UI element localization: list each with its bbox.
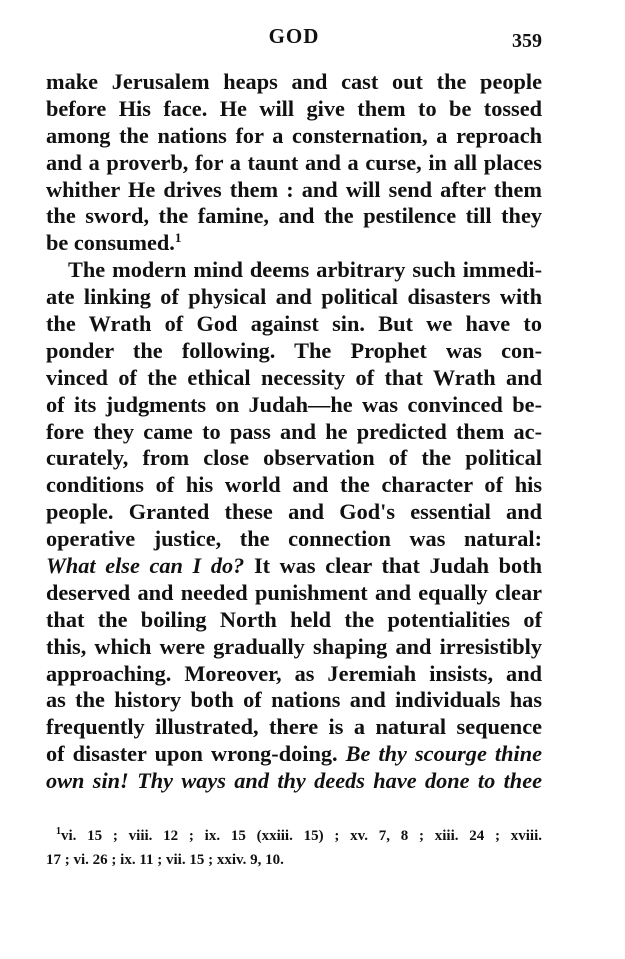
italic-quote-line: own sin! Thy ways and thy deeds have done to thee [46, 768, 542, 794]
italic-quote: What else can I do? [46, 553, 245, 579]
footnote-mark: 1 [56, 826, 61, 837]
text-line [46, 553, 542, 580]
text-line: of its judgments on Judah—he was convinced be- [46, 391, 542, 417]
footnote-text: vi. 15 ; viii. 12 ; ix. 15 (xxiii. 15) ; xv. 7, 8 ; xiii. 24 ; xviii. [61, 828, 542, 844]
text-line-content: be consumed. [46, 230, 175, 256]
footnote-line: 17 ; vi. 26 ; ix. 11 ; vii. 15 ; xxiv. 9, 10. [46, 852, 284, 868]
text-line: and a proverb, for a taunt and a curse, in all places [46, 149, 542, 175]
footnote-line [46, 824, 542, 848]
text-line: conditions of his world and the character of his [46, 472, 542, 498]
text-line: ate linking of physical and political disasters with [46, 284, 542, 310]
page-number: 359 [512, 30, 542, 52]
text-line: vinced of the ethical necessity of that Wrath and [46, 364, 542, 390]
italic-quote: Be thy scourge thine [345, 741, 542, 767]
text-line: approaching. Moreover, as Jeremiah insists, and [46, 660, 542, 686]
text-line: whither He drives them : and will send after them [46, 176, 542, 202]
text-line: ponder the following. The Prophet was con- [46, 337, 542, 363]
footnote-reference: 1 [174, 230, 182, 246]
text-line-content: It was clear that Judah both [253, 553, 542, 579]
paragraph-first-line: The modern mind deems arbitrary such immedi- [68, 257, 542, 283]
text-line: fore they came to pass and he predicted them ac- [46, 418, 542, 444]
text-line: this, which were gradually shaping and irresistibly [46, 633, 542, 659]
body-text [46, 69, 542, 795]
text-line: curately, from close observation of the political [46, 445, 542, 471]
running-head [46, 24, 542, 54]
text-line: make Jerusalem heaps and cast out the people [46, 69, 542, 94]
footnote [46, 824, 542, 872]
running-title: GOD [268, 24, 320, 48]
text-line: the Wrath of God against sin. But we have to [46, 311, 542, 337]
text-line: deserved and needed punishment and equally clear [46, 579, 542, 605]
text-line: operative justice, the connection was natural: [46, 526, 542, 552]
text-line: that the boiling North held the potentialities of [46, 606, 542, 632]
text-line: frequently illustrated, there is a natural sequence [46, 714, 542, 740]
text-line-content: of disaster upon wrong-doing. [46, 741, 338, 767]
text-line [46, 741, 542, 768]
text-line [46, 230, 542, 257]
text-line: before His face. He will give them to be tossed [46, 95, 542, 121]
text-line: as the history both of nations and individuals has [46, 687, 542, 713]
text-line: the sword, the famine, and the pestilence till they [46, 203, 542, 229]
text-line: among the nations for a consternation, a reproach [46, 122, 542, 148]
text-line: people. Granted these and God's essential and [46, 499, 542, 525]
